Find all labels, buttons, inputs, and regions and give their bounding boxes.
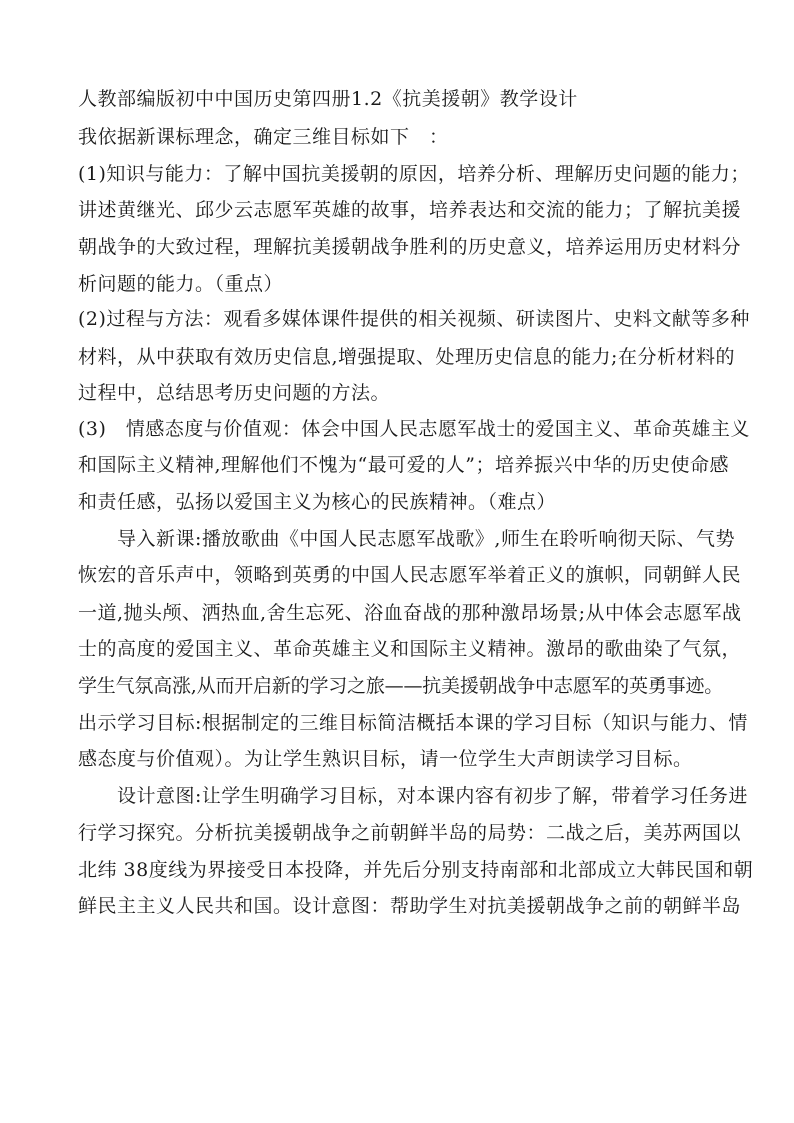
paragraph-line: 朝战争的大致过程，理解抗美援朝战争胜利的历史意义，培养运用历史材料分: [78, 236, 742, 258]
paragraph-line: (3) 情感态度与价值观：体会中国人民志愿军战士的爱国主义、革命英雄主义: [78, 418, 750, 440]
document-title: 人教部编版初中中国历史第四册1.2《抗美援朝》教学设计: [78, 88, 578, 110]
paragraph-line: 和国际主义精神,理解他们不愧为“最可爱的人”；培养振兴中华的历史使命感: [78, 454, 729, 476]
paragraph-line: 学生气氛高涨,从而开启新的学习之旅——抗美援朝战争中志愿军的英勇事迹。: [78, 675, 724, 697]
paragraph-line: 感态度与价值观）。为让学生熟识目标，请一位学生大声朗读学习目标。: [78, 748, 693, 770]
paragraph-line: 北纬 38度线为界接受日本投降，并先后分别支持南部和北部成立大韩民国和朝: [78, 859, 754, 881]
paragraph-line: 和责任感，弘扬以爱国主义为核心的民族精神。（难点）: [78, 491, 557, 513]
paragraph-line: 析问题的能力。（重点）: [78, 273, 284, 295]
paragraph-line: 恢宏的音乐声中，领略到英勇的中国人民志愿军举着正义的旗帜，同朝鲜人民: [78, 564, 742, 586]
paragraph-line: 材料，从中获取有效历史信息,增强提取、处理历史信息的能力;在分析材料的: [78, 346, 735, 368]
paragraph-line: 出示学习目标:根据制定的三维目标简洁概括本课的学习目标（知识与能力、情: [78, 712, 748, 734]
paragraph-line: 导入新课:播放歌曲《中国人民志愿军战歌》,师生在聆听响彻天际、气势: [117, 528, 735, 550]
paragraph-line: (1)知识与能力：了解中国抗美援朝的原因，培养分析、理解历史问题的能力；: [78, 163, 750, 185]
paragraph-line: 士的高度的爱国主义、革命英雄主义和国际主义精神。激昂的歌曲染了气氛，: [78, 638, 742, 660]
paragraph-line: 鲜民主主义人民共和国。设计意图：帮助学生对抗美援朝战争之前的朝鲜半岛: [78, 895, 742, 917]
paragraph-line: 设计意图:让学生明确学习目标，对本课内容有初步了解，带着学习任务进: [117, 785, 748, 807]
paragraph-line: 我依据新课标理念，确定三维目标如下 ：: [78, 126, 449, 148]
paragraph-line: (2)过程与方法：观看多媒体课件提供的相关视频、研读图片、史料文献等多种: [78, 308, 750, 330]
paragraph-line: 行学习探究。分析抗美援朝战争之前朝鲜半岛的局势：二战之后，美苏两国以: [78, 822, 742, 844]
paragraph-line: 过程中，总结思考历史问题的方法。: [78, 382, 391, 404]
paragraph-line: 讲述黄继光、邱少云志愿军英雄的故事，培养表达和交流的能力；了解抗美援: [78, 199, 742, 221]
paragraph-line: 一道,抛头颅、洒热血,舍生忘死、浴血奋战的那种激昂场景;从中体会志愿军战: [78, 602, 742, 624]
